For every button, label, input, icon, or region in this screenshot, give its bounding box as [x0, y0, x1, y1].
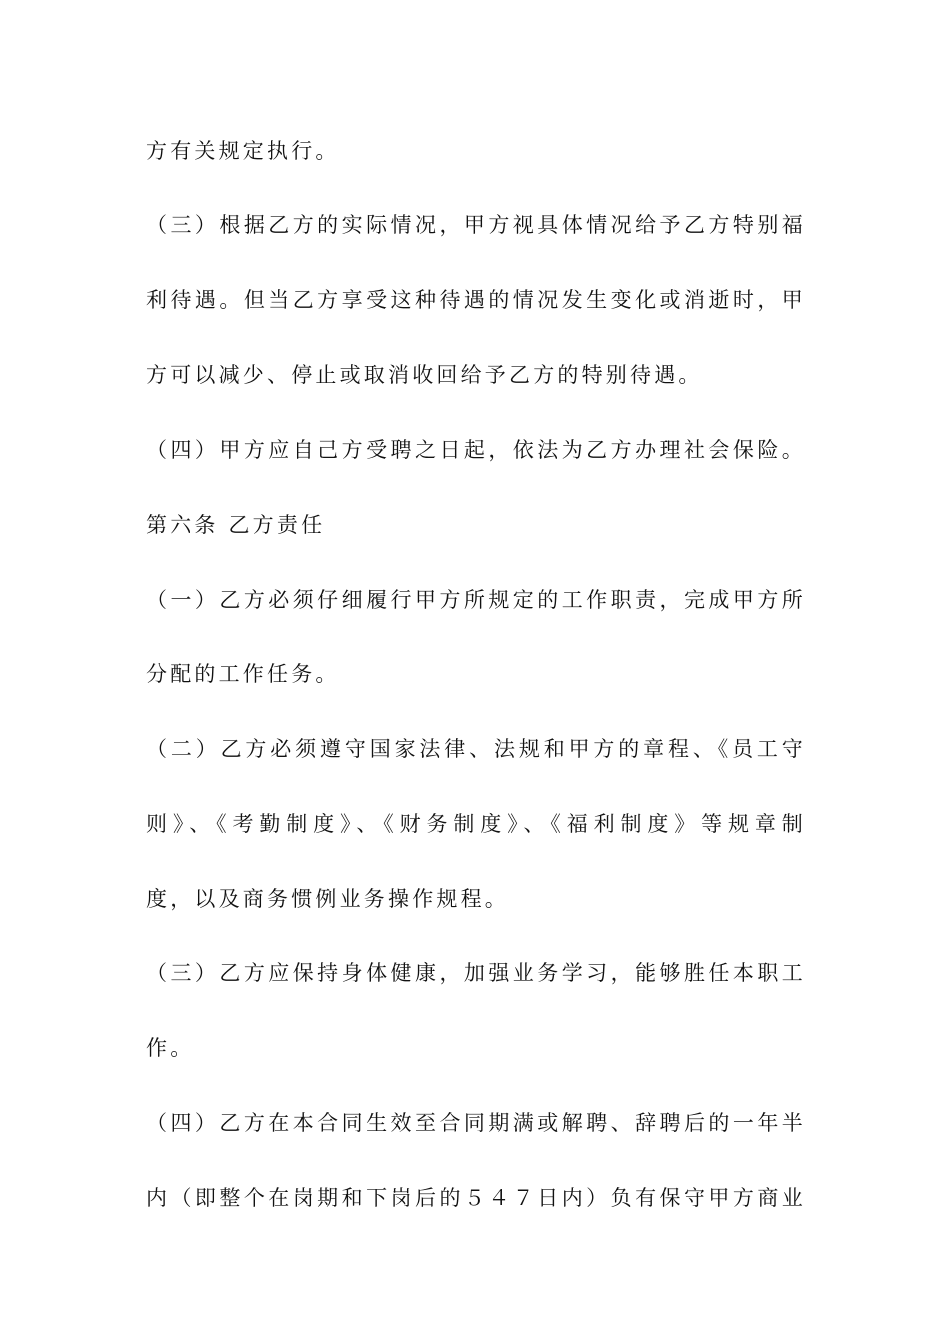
text-line: 方有关规定执行。	[146, 139, 340, 163]
text-line: 作。	[146, 1036, 195, 1060]
text-line: 方可以减少、停止或取消收回给予乙方的特别待遇。	[146, 363, 703, 387]
text-line: （四）甲方应自己方受聘之日起，依法为乙方办理社会保险。	[146, 438, 806, 462]
text-line: （三）根据乙方的实际情况，甲方视具体情况给予乙方特别福	[146, 213, 806, 237]
text-line: 利待遇。但当乙方享受这种待遇的情况发生变化或消逝时，甲	[146, 288, 806, 312]
text-line: 分配的工作任务。	[146, 662, 340, 686]
text-line: （一）乙方必须仔细履行甲方所规定的工作职责，完成甲方所	[146, 588, 806, 612]
text-line: 度，以及商务惯例业务操作规程。	[146, 887, 509, 911]
section-heading: 第六条 乙方责任	[146, 513, 326, 537]
text-line: （四）乙方在本合同生效至合同期满或解聘、辞聘后的一年半	[146, 1111, 806, 1135]
text-line: （三）乙方应保持身体健康，加强业务学习，能够胜任本职工	[146, 961, 806, 985]
text-line: （二）乙方必须遵守国家法律、法规和甲方的章程、《员工守	[146, 737, 806, 761]
text-line: 则》、《考勤制度》、《财务制度》、《福利制度》等规章制	[146, 812, 806, 836]
text-line: 内（即整个在岗期和下岗后的５４７日内）负有保守甲方商业	[146, 1186, 806, 1210]
